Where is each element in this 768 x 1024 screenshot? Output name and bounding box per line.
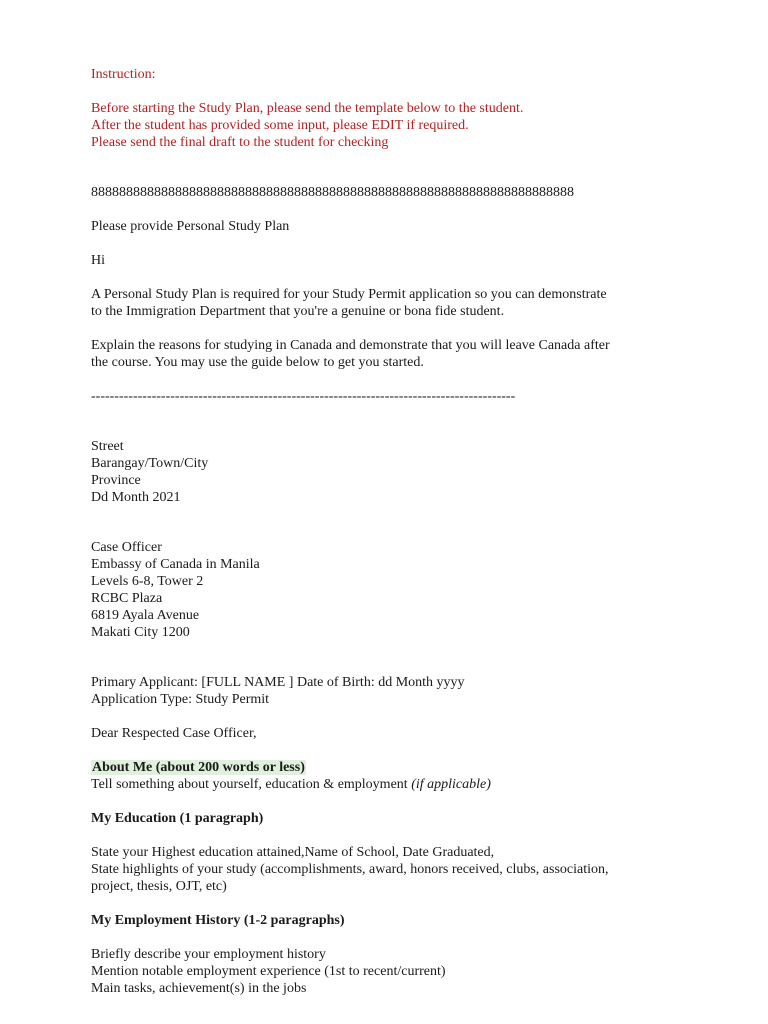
employment-line-3: Main tasks, achievement(s) in the jobs	[91, 981, 307, 996]
education-line-1: State your Highest education attained,Name of School, Date Graduated,	[91, 845, 495, 860]
paragraph-1-line-1: A Personal Study Plan is required for your Study Permit application so you can demonstrate	[91, 287, 607, 302]
paragraph-2-line-1: Explain the reasons for studying in Canada and demonstrate that you will leave Canada after	[91, 338, 610, 353]
paragraph-1-line-2: to the Immigration Department that you're a genuine or bona fide student.	[91, 304, 505, 319]
paragraph-2-line-2: the course. You may use the guide below to get you started.	[91, 355, 424, 370]
instruction-line-3: Please send the final draft to the student for checking	[91, 135, 389, 150]
employment-line-2: Mention notable employment experience (1st to recent/current)	[91, 964, 446, 979]
sender-town: Barangay/Town/City	[91, 456, 209, 471]
application-type: Application Type: Study Permit	[91, 692, 270, 707]
instruction-heading: Instruction:	[91, 67, 156, 82]
education-line-2: State highlights of your study (accomplishments, award, honors received, clubs, association,	[91, 862, 609, 877]
salutation: Dear Respected Case Officer,	[91, 726, 257, 741]
instruction-line-2: After the student has provided some input, please EDIT if required.	[91, 118, 469, 133]
recipient-city: Makati City 1200	[91, 625, 190, 640]
recipient-embassy: Embassy of Canada in Manila	[91, 557, 260, 572]
employment-line-1: Briefly describe your employment history	[91, 947, 326, 962]
employment-heading: My Employment History (1-2 paragraphs)	[91, 913, 345, 928]
about-me-section	[91, 759, 691, 776]
about-me-heading: About Me (about 200 words or less)	[92, 760, 305, 775]
separator-dashes: -------------------------------------------------------------------------------------------	[91, 389, 516, 404]
sender-province: Province	[91, 473, 141, 488]
instruction-line-1: Before starting the Study Plan, please send the template below to the student.	[91, 101, 524, 116]
education-line-3: project, thesis, OJT, etc)	[91, 879, 227, 894]
education-heading: My Education (1 paragraph)	[91, 811, 264, 826]
recipient-levels: Levels 6-8, Tower 2	[91, 574, 204, 589]
sender-street: Street	[91, 439, 124, 454]
document-page	[91, 66, 691, 997]
about-me-note: (if applicable)	[411, 777, 491, 792]
request-line: Please provide Personal Study Plan	[91, 219, 290, 234]
recipient-street: 6819 Ayala Avenue	[91, 608, 200, 623]
letter-date: Dd Month 2021	[91, 490, 181, 505]
separator-eights: 888888888888888888888888888888888888888888888888888888888888888888888	[91, 185, 574, 200]
about-me-text: Tell something about yourself, education & employment	[91, 777, 412, 792]
recipient-building: RCBC Plaza	[91, 591, 163, 606]
recipient-title: Case Officer	[91, 540, 162, 555]
greeting: Hi	[91, 253, 105, 268]
about-me-text-line	[91, 776, 691, 793]
applicant-line: Primary Applicant: [FULL NAME ] Date of Birth: dd Month yyyy	[91, 675, 465, 690]
